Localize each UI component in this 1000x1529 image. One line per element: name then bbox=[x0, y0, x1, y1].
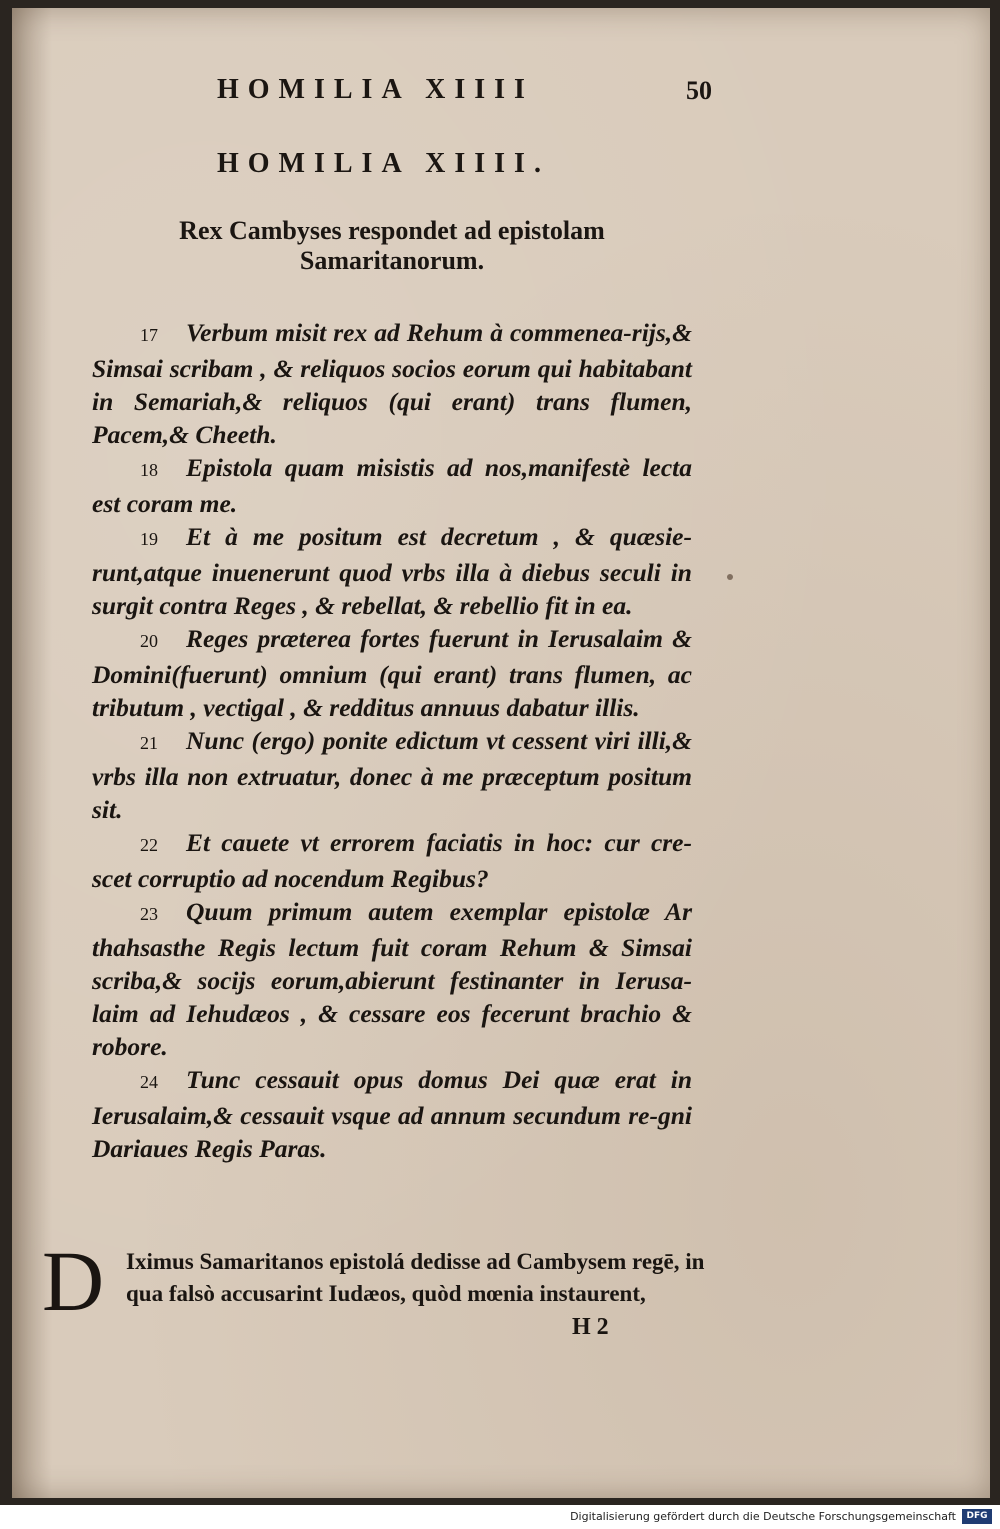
verse-text: Nunc (ergo) ponite edictum vt cessent viri illi,& vrbs illa non extruatur, donec à me præceptum positum sit. bbox=[92, 726, 692, 824]
verse bbox=[92, 724, 692, 826]
verse bbox=[92, 895, 692, 1063]
verse-number: 21 bbox=[140, 733, 158, 753]
verse-text: Epistola quam misistis ad nos,manifestè lecta est coram me. bbox=[92, 453, 692, 518]
ink-blot bbox=[727, 574, 733, 580]
verse-number: 18 bbox=[140, 460, 158, 480]
verse bbox=[92, 826, 692, 895]
verse-number: 20 bbox=[140, 631, 158, 651]
verse-text: Reges præterea fortes fuerunt in Ierusalaim & Domini(fuerunt) omnium (qui erant) trans flumen, ac tributum , vectigal , & redditus annuus dabatur illis. bbox=[92, 624, 692, 722]
verse bbox=[92, 1063, 692, 1165]
verse bbox=[92, 622, 692, 724]
running-head bbox=[12, 74, 990, 114]
commentary-text: Iximus Samaritanos epistolá dedisse ad Cambysem regē, in qua falsò accusarint Iudæos, quòd mœnia instaurent, bbox=[126, 1249, 705, 1306]
verse-list bbox=[92, 316, 692, 1165]
verse-text: Et cauete vt errorem faciatis in hoc: cur cre-scet corruptio ad nocendum Regibus? bbox=[92, 828, 692, 893]
digitization-footer bbox=[0, 1505, 1000, 1529]
verse-number: 22 bbox=[140, 835, 158, 855]
running-title: HOMILIA XIIII bbox=[217, 74, 534, 105]
book-page bbox=[12, 8, 990, 1498]
footer-credit: Digitalisierung gefördert durch die Deutsche Forschungsgemeinschaft bbox=[570, 1510, 956, 1523]
drop-cap: D bbox=[42, 1233, 105, 1329]
verse-number: 17 bbox=[140, 325, 158, 345]
verse-number: 19 bbox=[140, 529, 158, 549]
signature-mark: H 2 bbox=[572, 1314, 609, 1340]
verse-text: Tunc cessauit opus domus Dei quæ erat in Ierusalaim,& cessauit vsque ad annum secundum re-gni Dariaues Regis Paras. bbox=[92, 1065, 692, 1163]
verse bbox=[92, 520, 692, 622]
verse-text: Verbum misit rex ad Rehum à commenea-rijs,& Simsai scribam , & reliquos socios eorum qui habitabant in Semariah,& reliquos (qui erant) trans flumen, Pacem,& Cheeth. bbox=[92, 318, 692, 449]
verse-text: Quum primum autem exemplar epistolæ Ar thahsasthe Regis lectum fuit coram Rehum & Simsai scriba,& socijs eorum,abierunt festinanter in Ierusa-laim ad Iehudæos , & cessare eos fecerunt brachio & robore. bbox=[92, 897, 692, 1061]
folio-number: 50 bbox=[686, 76, 712, 105]
verse-number: 23 bbox=[140, 904, 158, 924]
verse bbox=[92, 316, 692, 451]
verse-text: Et à me positum est decretum , & quæsie-runt,atque inuenerunt quod vrbs illa à diebus seculi in surgit contra Reges , & rebellat, & rebellio fit in ea. bbox=[92, 522, 692, 620]
homily-title: HOMILIA XIIII. bbox=[217, 148, 550, 179]
argument-summary: Rex Cambyses respondet ad epistolam Samaritanorum. bbox=[179, 216, 605, 275]
verse-number: 24 bbox=[140, 1072, 158, 1092]
dfg-logo-icon: DFG bbox=[962, 1509, 992, 1524]
verse bbox=[92, 451, 692, 520]
